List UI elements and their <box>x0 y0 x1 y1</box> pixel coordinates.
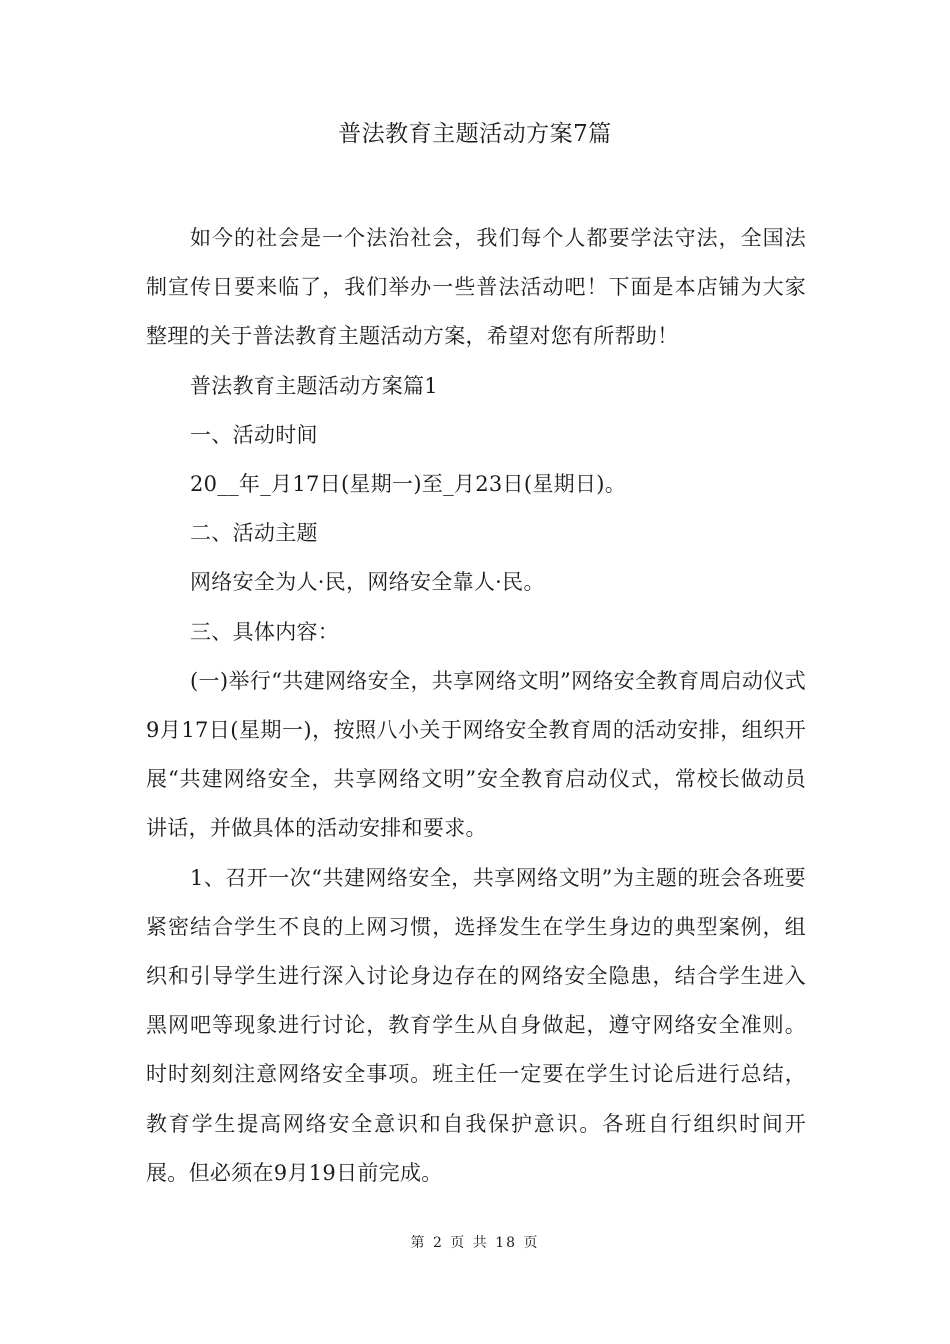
subheading-activity-theme: 二、活动主题 <box>190 521 318 546</box>
activity-theme-paragraph: 网络安全为人·民，网络安全靠人·民。 <box>190 570 545 595</box>
subheading-specific-content: 三、具体内容： <box>190 619 340 644</box>
section-heading: 普法教育主题活动方案篇1 <box>190 373 438 398</box>
subheading-activity-time: 一、活动时间 <box>190 422 318 447</box>
page-footer: 第 2 页 共 18 页 <box>410 1235 540 1251</box>
content-paragraph-2: 1、召开一次“共建网络安全，共享网络文明”为主题的班会各班要紧密结合学生不良的上网习惯，选择发生在学生身边的典型案例，组织和引导学生进行深入讨论身边存在的网络安全隐患，结合学生进入黑网吧等现象进行讨论，教育学生从自身做起，遵守网络安全准则。时时刻刻注意网络安全事项。班主任一定要在学生讨论后进行总结，教育学生提高网络安全意识和自我保护意识。各班自行组织时间开展。但必须在9月19日前完成。 <box>146 865 806 1185</box>
document-title: 普法教育主题活动方案7篇 <box>338 121 612 147</box>
document-body <box>146 214 806 1198</box>
intro-paragraph: 如今的社会是一个法治社会，我们每个人都要学法守法，全国法制宣传日要来临了，我们举办一些普法活动吧！下面是本店铺为大家整理的关于普法教育主题活动方案，希望对您有所帮助！ <box>146 226 806 349</box>
activity-time-paragraph: 20__年_月17日(星期一)至_月23日(星期日)。 <box>190 472 627 497</box>
content-paragraph-1: (一)举行“共建网络安全，共享网络文明”网络安全教育周启动仪式9月17日(星期一)，按照八小关于网络安全教育周的活动安排，组织开展“共建网络安全，共享网络文明”安全教育启动仪式，常校长做动员讲话，并做具体的活动安排和要求。 <box>146 668 806 841</box>
